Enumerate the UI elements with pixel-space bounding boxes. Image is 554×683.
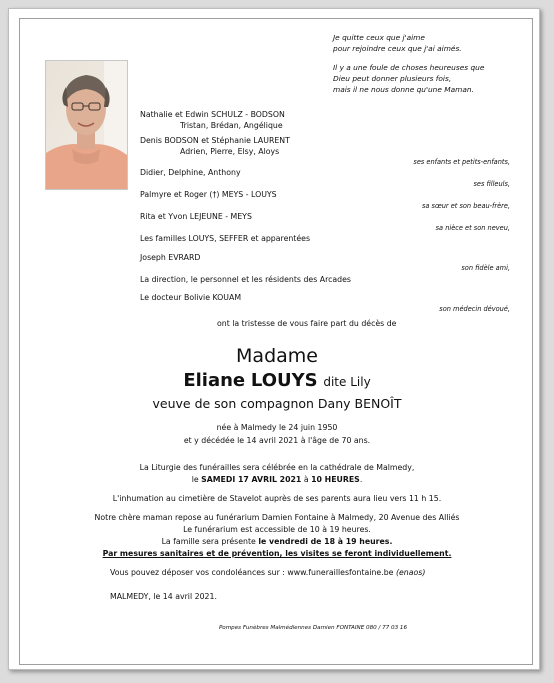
- relation-label: ses filleuls,: [473, 180, 510, 188]
- family-children: Tristan, Brédan, Angélique: [180, 121, 283, 130]
- family-line: Nathalie et Edwin SCHULZ - BODSON: [140, 110, 285, 119]
- family-children: Adrien, Pierre, Elsy, Aloys: [180, 147, 280, 156]
- relation-label: son fidèle ami,: [461, 264, 510, 272]
- relation-label: ses enfants et petits-enfants,: [413, 158, 510, 166]
- announcement: ont la tristesse de vous faire part du décès de: [217, 319, 397, 328]
- honorific: Madame: [236, 345, 318, 367]
- birth-line: née à Malmedy le 24 juin 1950: [216, 423, 338, 432]
- covid-notice: Par mesures sanitaires et de prévention, les visites se feront individuellement.: [102, 549, 452, 558]
- date: SAMEDI 17 AVRIL 2021: [201, 475, 302, 484]
- time: 10 HEURES: [311, 475, 360, 484]
- portrait-photo: [45, 60, 128, 190]
- poem-line: Il y a une foule de choses heureuses que: [333, 63, 485, 72]
- last-name: LOUYS: [250, 370, 318, 391]
- deceased-name: [0, 370, 554, 391]
- family-hours: le vendredi de 18 à 19 heures.: [258, 537, 393, 546]
- family-line: Les familles LOUYS, SEFFER et apparentées: [140, 234, 311, 243]
- family-presence: [0, 537, 554, 546]
- text: à: [301, 475, 312, 484]
- relation-label: sa nièce et son neveu,: [435, 224, 510, 232]
- family-line: Rita et Yvon LEJEUNE - MEYS: [140, 212, 252, 221]
- relation-label: sa sœur et son beau-frère,: [421, 202, 510, 210]
- burial-line: L'inhumation au cimetière de Stavelot auprès de ses parents aura lieu vers 11 h 15.: [112, 494, 442, 503]
- poem-line: Je quitte ceux que j'aime: [333, 33, 425, 42]
- family-line: Le docteur Bolivie KOUAM: [140, 293, 242, 302]
- poem-line: mais il ne nous donne qu'une Maman.: [333, 85, 474, 94]
- family-line: Palmyre et Roger (†) MEYS - LOUYS: [140, 190, 277, 199]
- text: Vous pouvez déposer vos condoléances sur : www.funeraillesfontaine.be: [110, 568, 396, 577]
- condolences-line: [110, 568, 425, 577]
- funeral-home-line: Notre chère maman repose au funérarium Damien Fontaine à Malmedy, 20 Avenue des Alliés: [94, 513, 460, 522]
- opening-hours: Le funérarium est accessible de 10 à 19 heures.: [183, 525, 371, 534]
- first-name: Eliane: [183, 370, 246, 391]
- relation-label: son médecin dévoué,: [439, 305, 510, 313]
- liturgy-date: [0, 475, 554, 484]
- death-line: et y décédée le 14 avril 2021 à l'âge de 70 ans.: [183, 436, 371, 445]
- note: (enaos): [395, 568, 426, 577]
- nickname: dite Lily: [323, 375, 371, 389]
- poem-line: pour rejoindre ceux que j'ai aimés.: [333, 44, 462, 53]
- text: le: [191, 475, 202, 484]
- family-line: La direction, le personnel et les résidents des Arcades: [140, 275, 351, 284]
- footer-undertaker: Pompes Funèbres Malmédiennes Damien FONTAINE 080 / 77 03 16: [218, 625, 408, 631]
- liturgy-line: La Liturgie des funérailles sera célébrée en la cathédrale de Malmedy,: [139, 463, 415, 472]
- text: La famille sera présente: [161, 537, 259, 546]
- family-line: Denis BODSON et Stéphanie LAURENT: [140, 136, 290, 145]
- widow-line: veuve de son compagnon Dany BENOÎT: [152, 396, 402, 411]
- text: .: [359, 475, 363, 484]
- place-date: MALMEDY, le 14 avril 2021.: [110, 592, 217, 601]
- family-line: Joseph EVRARD: [140, 253, 201, 262]
- family-line: Didier, Delphine, Anthony: [140, 168, 241, 177]
- poem-line: Dieu peut donner plusieurs fois,: [333, 74, 452, 83]
